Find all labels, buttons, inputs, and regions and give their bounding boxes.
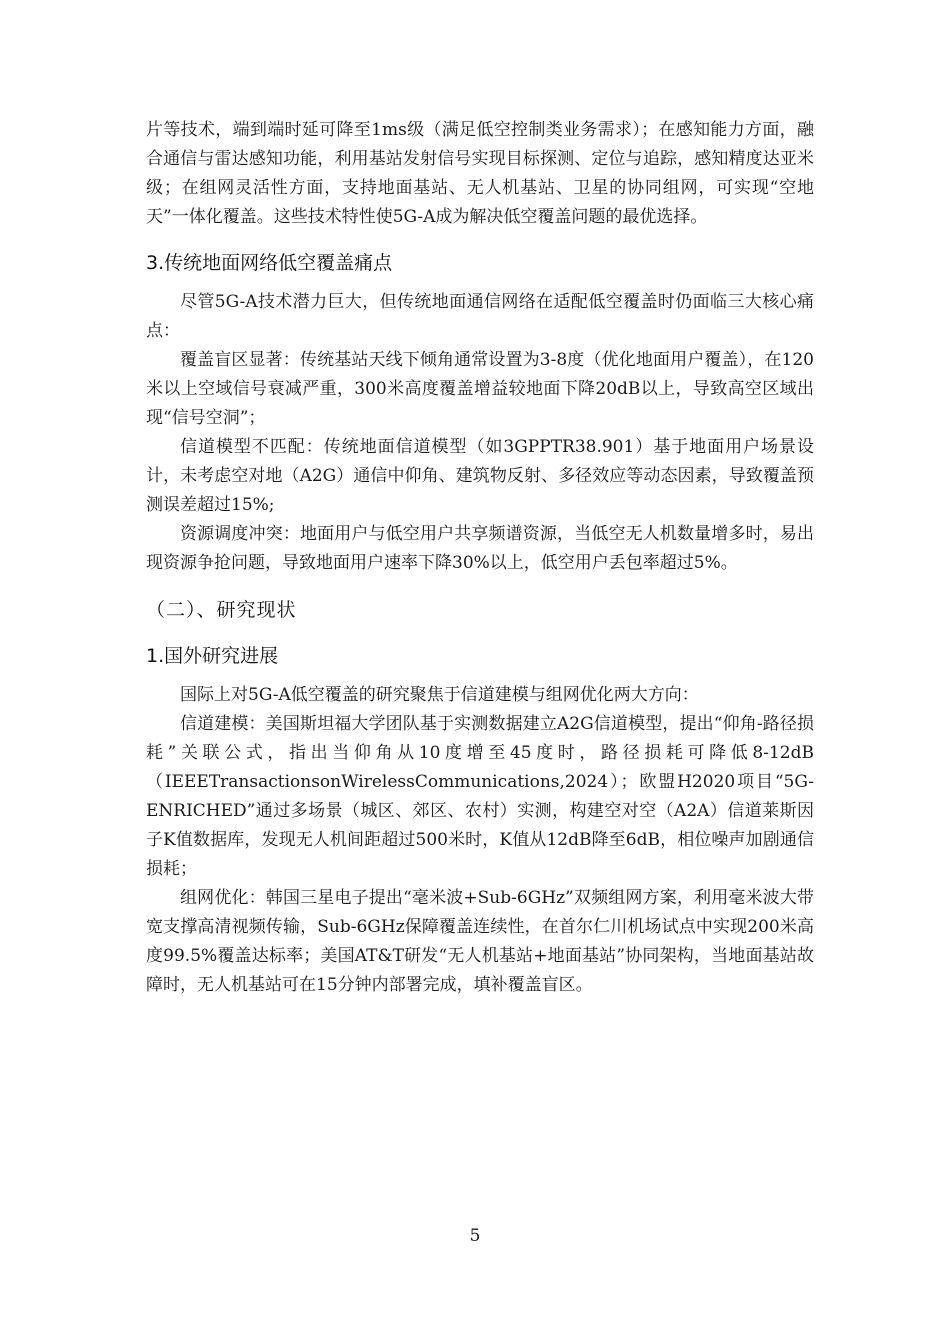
body-paragraph: 组网优化：韩国三星电子提出“毫米波+Sub-6GHz”双频组网方案，利用毫米波大带宽支撑高清视频传输，Sub-6GHz保障覆盖连续性，在首尔仁川机场试点中实现200米高度99.5%覆盖达标率；美国AT&T研发“无人机基站+地面基站”协同架构，当地面基站故障时，无人机基站可在15分钟内部署完成，填补覆盖盲区。 [146,888,814,995]
body-paragraph: 国际上对5G-A低空覆盖的研究聚焦于信道建模与组网优化两大方向： [180,685,699,705]
body-paragraph: 片等技术，端到端时延可降至1ms级（满足低空控制类业务需求）；在感知能力方面，融合通信与雷达感知功能，利用基站发射信号实现目标探测、定位与追踪，感知精度达亚米级；在组网灵活性方面，支持地面基站、无人机基站、卫星的协同组网，可实现“空地天”一体化覆盖。这些技术特性使5G-A成为解决低空覆盖问题的最优选择。 [146,120,814,227]
body-paragraph: 覆盖盲区显著：传统基站天线下倾角通常设置为3-8度（优化地面用户覆盖），在120米以上空域信号衰减严重，300米高度覆盖增益较地面下降20dB以上，导致高空区域出现“信号空洞”； [146,350,814,428]
body-paragraph: 信道模型不匹配：传统地面信道模型（如3GPPTR38.901）基于地面用户场景设计，未考虑空对地（A2G）通信中仰角、建筑物反射、多径效应等动态因素，导致覆盖预测误差超过15%; [146,437,814,515]
body-paragraph: 信道建模：美国斯坦福大学团队基于实测数据建立A2G信道模型，提出“仰角-路径损耗”关联公式，指出当仰角从10度增至45度时，路径损耗可降低8-12dB（IEEETransactionsonWirelessCommunications,2024）；欧盟H2020项目“5G-ENRICHED”通过多场景（城区、郊区、农村）实测，构建空对空（A2A）信道莱斯因子K值数据库，发现无人机间距超过500米时，K值从12dB降至6dB，相位噪声加剧通信损耗； [146,714,814,879]
body-paragraph: 资源调度冲突：地面用户与低空用户共享频谱资源，当低空无人机数量增多时，易出现资源争抢问题，导致地面用户速率下降30%以上，低空用户丢包率超过5%。 [146,524,814,573]
page-content [146,116,814,1000]
page-number: 5 [469,1226,481,1246]
body-paragraph: 尽管5G-A技术潜力巨大，但传统地面通信网络在适配低空覆盖时仍面临三大核心痛点： [146,292,814,341]
section-heading-foreign-research: 1.国外研究进展 [146,645,279,667]
section-heading-research-status: （二）、研究现状 [146,599,297,621]
section-heading-3: 3.传统地面网络低空覆盖痛点 [146,252,393,274]
